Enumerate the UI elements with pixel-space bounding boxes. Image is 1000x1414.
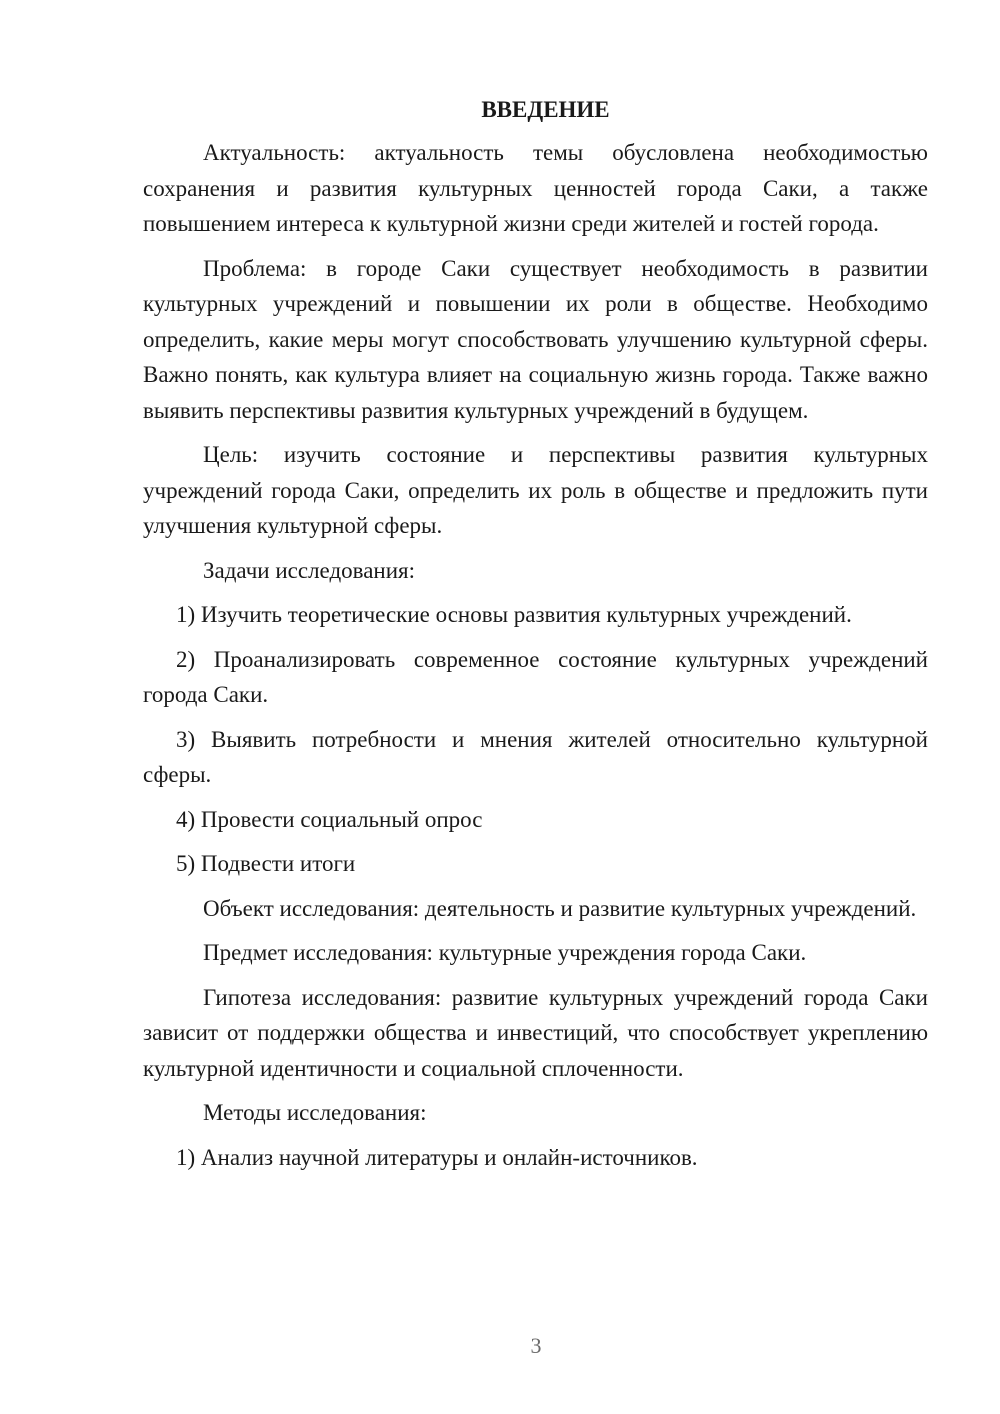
page-body — [143, 95, 928, 1184]
tasks-title: Задачи исследования: — [203, 557, 416, 583]
goal-paragraph: Цель: изучить состояние и перспективы развития культурных учреждений города Саки, определить их роль в обществе и предложить пути улучшения культурной сферы. — [143, 442, 928, 538]
task-item: 3) Выявить потребности и мнения жителей относительно культурной сферы. — [143, 726, 928, 787]
hypothesis-paragraph: Гипотеза исследования: развитие культурных учреждений города Саки зависит от поддержки общества и инвестиций, что способствует укреплению культурной идентичности и социальной сплоченности. — [143, 984, 928, 1081]
method-item: 1) Анализ научной литературы и онлайн-источников. — [176, 1144, 698, 1170]
problem-paragraph: Проблема: в городе Саки существует необходимость в развитии культурных учреждений и повышении их роли в обществе. Необходимо определить, какие меры могут способствовать улучшению культурной сферы. Важно понять, как культура влияет на социальную жизнь города. Также важно выявить перспективы развития культурных учреждений в будущем. — [143, 255, 928, 423]
task-item: 1) Изучить теоретические основы развития культурных учреждений. — [176, 602, 852, 627]
methods-title: Методы исследования: — [203, 1100, 427, 1125]
task-item: 2) Проанализировать современное состояние культурных учреждений города Саки. — [143, 646, 928, 707]
task-item: 5) Подвести итоги — [176, 851, 356, 876]
task-item: 4) Провести социальный опрос — [176, 806, 483, 832]
page-title: ВВЕДЕНИЕ — [481, 97, 610, 122]
relevance-paragraph: Актуальность: актуальность темы обусловлена необходимостью сохранения и развития культурных ценностей города Саки, а также повышением интереса к культурной жизни среди жителей и гостей города. — [143, 140, 928, 236]
subject-paragraph: Предмет исследования: культурные учреждения города Саки. — [203, 940, 807, 965]
object-paragraph: Объект исследования: деятельность и развитие культурных учреждений. — [203, 895, 917, 921]
page-number: 3 — [530, 1333, 542, 1358]
